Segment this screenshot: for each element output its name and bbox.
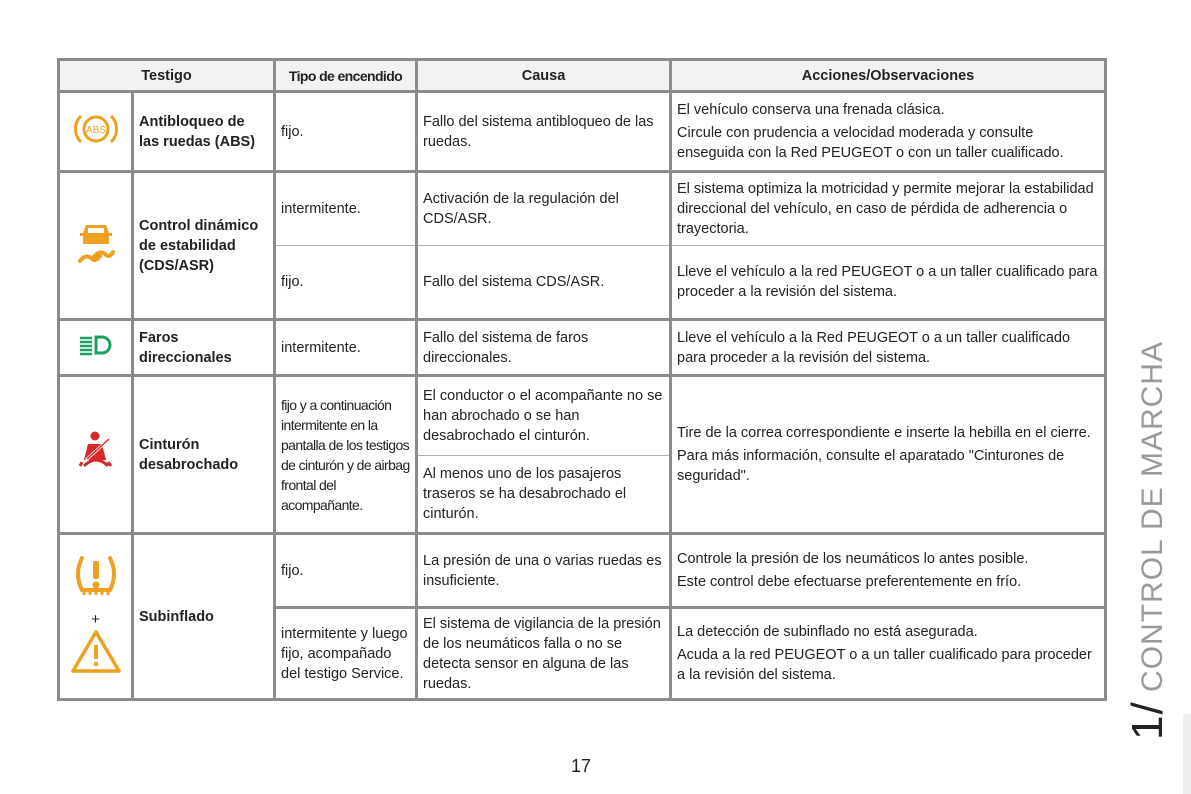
chapter-number: 1/ <box>1123 701 1172 740</box>
acciones-line: Controle la presión de los neumáticos lo antes posible. <box>677 551 1029 567</box>
causa: Fallo del sistema CDS/ASR. <box>417 246 671 320</box>
table-row <box>59 172 1106 246</box>
acciones <box>671 92 1106 172</box>
causa: Activación de la regulación del CDS/ASR. <box>417 172 671 246</box>
acciones-line: Este control debe efectuarse preferentemente en frío. <box>677 574 1022 590</box>
tyre-warning-icons <box>59 534 133 700</box>
causa: Fallo del sistema antibloqueo de las ruedas. <box>417 92 671 172</box>
tipo: fijo. <box>275 534 417 608</box>
table-row <box>59 320 1106 376</box>
header-tipo: Tipo de encendido <box>275 60 417 92</box>
svg-text:ABS: ABS <box>85 124 106 136</box>
tipo: intermitente y luego fijo, acompañado del testigo Service. <box>275 608 417 700</box>
abs-warning-icon <box>59 92 133 172</box>
table-row <box>59 376 1106 456</box>
causa: Fallo del sistema de faros direccionales. <box>417 320 671 376</box>
warning-triangle-icon <box>70 628 122 674</box>
acciones-line: Para más información, consulte el aparatado "Cinturones de seguridad". <box>677 448 1065 484</box>
causa: Al menos uno de los pasajeros traseros se ha desabrochado el cinturón. <box>417 456 671 534</box>
light-name: Antibloqueo de las ruedas (ABS) <box>133 92 275 172</box>
header-acciones: Acciones/Observaciones <box>671 60 1106 92</box>
warning-lights-table <box>57 58 1107 701</box>
causa: El conductor o el acompañante no se han abrochado o se han desabrochado el cinturón. <box>417 376 671 456</box>
acciones-line: Circule con prudencia a velocidad moderada y consulte enseguida con la Red PEUGEOT o con un taller cualificado. <box>677 125 1064 161</box>
acciones: Lleve el vehículo a la red PEUGEOT o a un taller cualificado para proceder a la revisión del sistema. <box>671 246 1106 320</box>
tipo: intermitente. <box>275 320 417 376</box>
acciones <box>671 534 1106 608</box>
stability-control-icon <box>59 172 133 320</box>
causa: La presión de una o varias ruedas es insuficiente. <box>417 534 671 608</box>
table-row <box>59 92 1106 172</box>
acciones-line: El vehículo conserva una frenada clásica. <box>677 102 945 118</box>
light-name: Subinflado <box>133 534 275 700</box>
acciones: Lleve el vehículo a la Red PEUGEOT o a un taller cualificado para proceder a la revisión del sistema. <box>671 320 1106 376</box>
causa: El sistema de vigilancia de la presión de los neumáticos falla o no se detecta sensor en alguna de las ruedas. <box>417 608 671 700</box>
tipo: fijo y a continuación intermitente en la pantalla de los testigos de cinturón y de airbag frontal del acompañante. <box>275 376 417 534</box>
tipo: fijo. <box>275 92 417 172</box>
headlamp-icon <box>59 320 133 376</box>
acciones <box>671 608 1106 700</box>
chapter-title <box>1123 341 1173 740</box>
chapter-tab <box>1183 714 1191 794</box>
acciones: El sistema optimiza la motricidad y permite mejorar la estabilidad direccional del vehículo, en caso de pérdida de adherencia o trayectoria. <box>671 172 1106 246</box>
light-name: Cinturón desabrochado <box>133 376 275 534</box>
acciones-line: Tire de la correa correspondiente e inserte la hebilla en el cierre. <box>677 425 1091 441</box>
plus-sign: + <box>91 610 100 628</box>
page-number: 17 <box>570 756 592 776</box>
header-causa: Causa <box>417 60 671 92</box>
tyre-pressure-icon <box>72 554 120 600</box>
table-row <box>59 534 1106 608</box>
tipo: fijo. <box>275 246 417 320</box>
acciones <box>671 376 1106 534</box>
tipo: intermitente. <box>275 172 417 246</box>
acciones-line: La detección de subinflado no está asegurada. <box>677 624 978 640</box>
chapter-name: CONTROL DE MARCHA <box>1136 341 1169 692</box>
acciones-line: Acuda a la red PEUGEOT o a un taller cualificado para proceder a la revisión del sistema. <box>677 647 1092 683</box>
light-name: Faros direccionales <box>133 320 275 376</box>
light-name: Control dinámico de estabilidad (CDS/ASR) <box>133 172 275 320</box>
seatbelt-icon <box>59 376 133 534</box>
header-testigo: Testigo <box>59 60 275 92</box>
